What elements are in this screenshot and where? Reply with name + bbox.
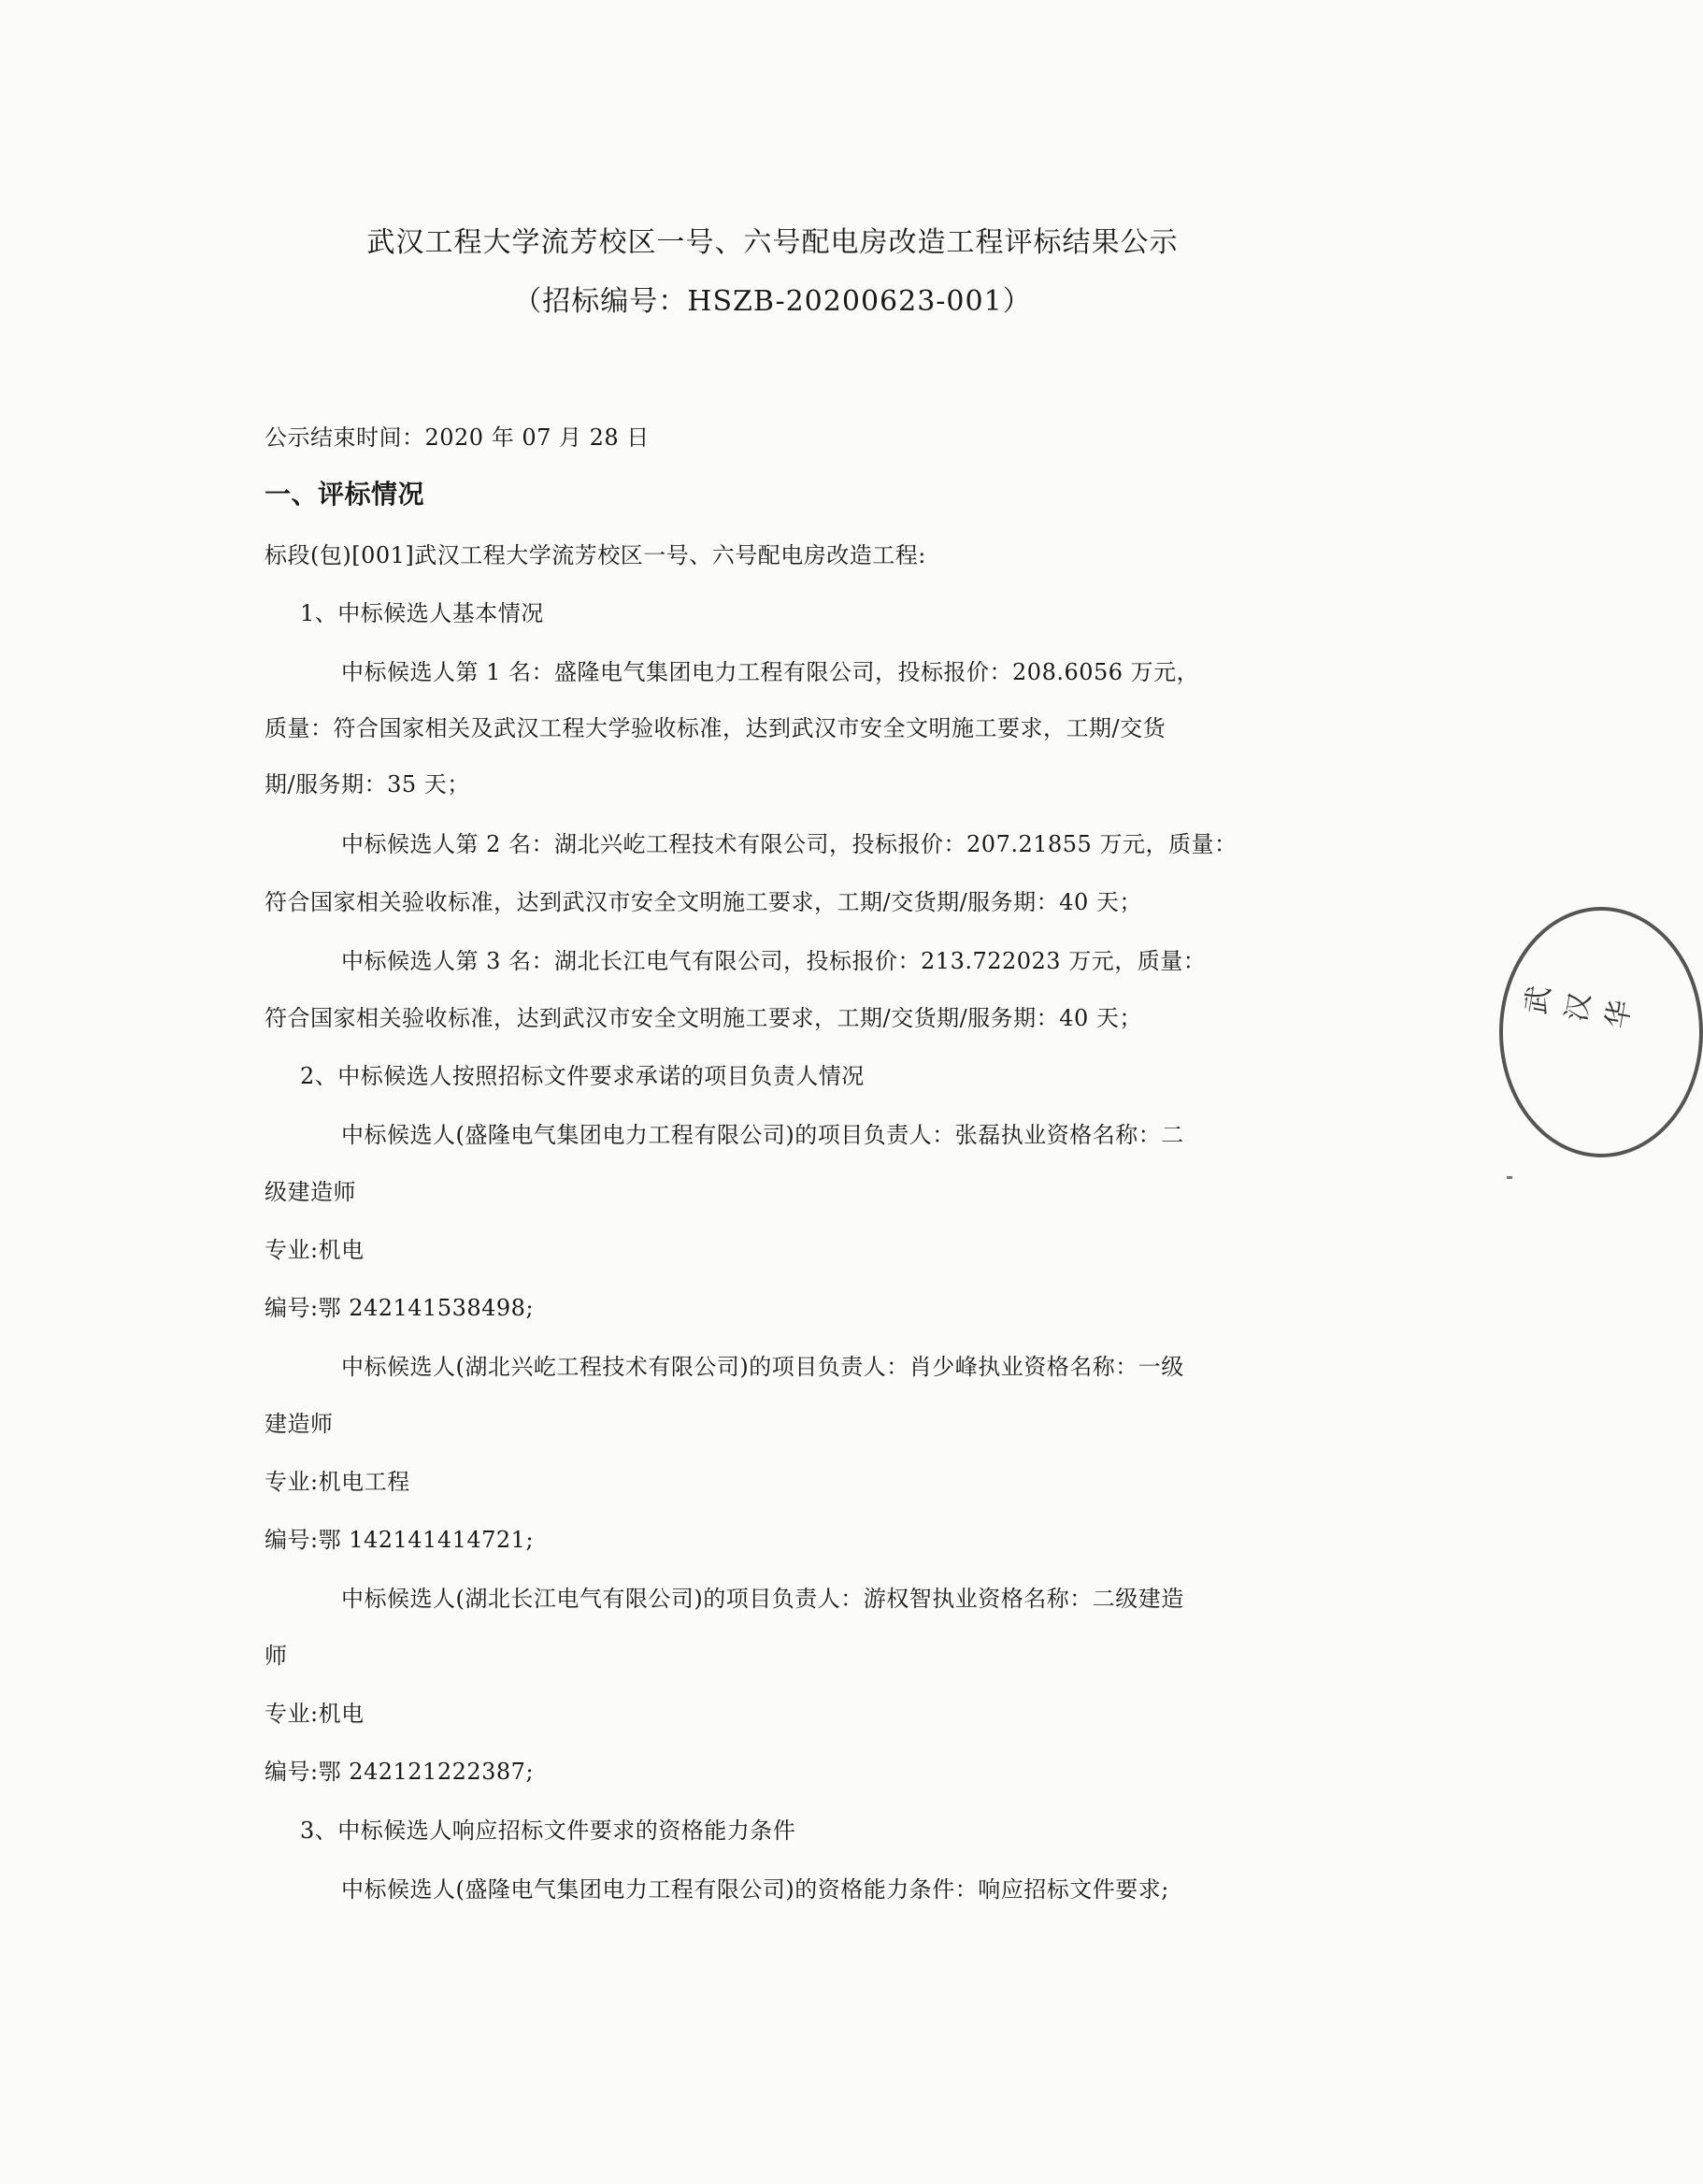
manager-3-line-2: 师 xyxy=(265,1643,288,1669)
candidate-1-line-1: 中标候选人第 1 名：盛隆电气集团电力工程有限公司，投标报价：208.6056 万元， xyxy=(341,659,1200,685)
qualification-1: 中标候选人(盛隆电气集团电力工程有限公司)的资格能力条件：响应招标文件要求; xyxy=(341,1876,1169,1903)
candidate-3-line-2: 符合国家相关验收标准，达到武汉市安全文明施工要求，工期/交货期/服务期：40 天； xyxy=(265,1005,1142,1031)
manager-1-major: 专业:机电 xyxy=(265,1237,365,1263)
manager-2-line-1: 中标候选人(湖北兴屹工程技术有限公司)的项目负责人：肖少峰执业资格名称：一级 xyxy=(341,1354,1184,1380)
candidate-2-line-1: 中标候选人第 2 名：湖北兴屹工程技术有限公司，投标报价：207.21855 万元，质量： xyxy=(341,831,1238,857)
candidate-3-line-1: 中标候选人第 3 名：湖北长江电气有限公司，投标报价：213.722023 万元，质量： xyxy=(341,948,1207,974)
tender-number: （招标编号：HSZB-20200623-001） xyxy=(513,285,1032,318)
subsection-heading-qualifications: 3、中标候选人响应招标文件要求的资格能力条件 xyxy=(300,1818,796,1844)
subsection-heading-project-managers: 2、中标候选人按照招标文件要求承诺的项目负责人情况 xyxy=(300,1063,865,1089)
document-title: 武汉工程大学流芳校区一号、六号配电房改造工程评标结果公示 xyxy=(366,226,1179,259)
manager-1-line-2: 级建造师 xyxy=(265,1179,356,1205)
manager-1-line-1: 中标候选人(盛隆电气集团电力工程有限公司)的项目负责人：张磊执业资格名称：二 xyxy=(341,1122,1184,1148)
manager-2-major: 专业:机电工程 xyxy=(265,1469,410,1495)
manager-2-number: 编号:鄂 142141414721; xyxy=(265,1527,535,1553)
section-heading-evaluation: 一、评标情况 xyxy=(265,479,425,510)
manager-3-number: 编号:鄂 242121222387; xyxy=(265,1759,535,1785)
lot-title: 标段(包)[001]武汉工程大学流芳校区一号、六号配电房改造工程: xyxy=(265,542,926,568)
manager-3-major: 专业:机电 xyxy=(265,1701,365,1727)
candidate-2-line-2: 符合国家相关验收标准，达到武汉市安全文明施工要求，工期/交货期/服务期：40 天； xyxy=(265,889,1142,915)
subsection-heading-candidates: 1、中标候选人基本情况 xyxy=(300,600,544,626)
official-seal xyxy=(1499,907,1703,1157)
manager-1-number: 编号:鄂 242141538498; xyxy=(265,1295,535,1321)
manager-3-line-1: 中标候选人(湖北长江电气有限公司)的项目负责人：游权智执业资格名称：二级建造 xyxy=(341,1586,1184,1612)
candidate-1-line-2: 质量：符合国家相关及武汉工程大学验收标准，达到武汉市安全文明施工要求，工期/交货 xyxy=(265,715,1166,741)
manager-2-line-2: 建造师 xyxy=(265,1411,334,1437)
publicity-end-time: 公示结束时间：2020 年 07 月 28 日 xyxy=(265,424,650,451)
scan-mark xyxy=(1507,1176,1512,1179)
candidate-1-line-3: 期/服务期：35 天； xyxy=(265,771,470,797)
official-seal-text: 武汉华 xyxy=(1519,983,1639,1031)
